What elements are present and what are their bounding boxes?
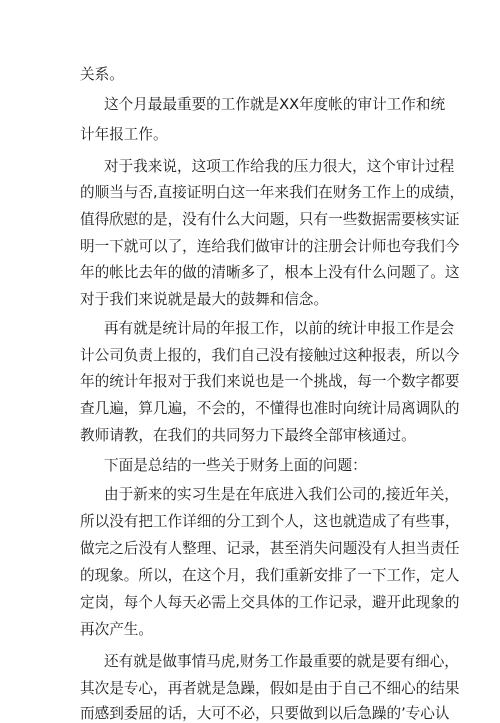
text-line: 计年报工作。 [80,126,168,143]
text-line: 其次是专心，再者就是急躁，假如是由于自己不细心的结果 [80,680,460,697]
text-line: 由于新来的实习生是在年底进入我们公司的,接近年关， [104,486,459,503]
text-line: 关系。 [80,66,124,83]
text-line: 做完之后没有人整理、记录，甚至消失问题没有人担当责任 [80,540,460,557]
text-line: 年的帐比去年的做的清晰多了，根本上没有什么问题了。这 [80,264,460,281]
text-line: 查几遍，算几遍，不会的，不懂得也准时向统计局离调队的 [80,400,460,417]
text-line: 再次产生。 [80,621,153,638]
text-line: 对于我们来说就是最大的鼓舞和信念。 [80,291,329,308]
text-line: 教师请教，在我们的共同努力下最终全部审核通过。 [80,427,416,444]
text-line: 定岗，每个人每天必需上交具体的工作记录，避开此现象的 [80,594,460,611]
text-line: 再有就是统计局的年报工作，以前的统计申报工作是会 [104,320,455,337]
text-line: 下面是总结的一些关于财务上面的问题： [104,457,367,474]
text-line: 这个月最最重要的工作就是XX年度帐的审计工作和统 [104,96,446,113]
text-line: 对于我来说，这项工作给我的压力很大，这个审计过程 [104,158,455,175]
text-line: 值得欣慰的是，没有什么大问题，只有一些数据需要核实证 [80,211,460,228]
text-line: 年的统计年报对于我们来说也是一个挑战，每一个数字都要 [80,373,460,390]
text-line: 明一下就可以了，连给我们做审计的注册会计师也夸我们今 [80,238,460,255]
text-line: 的顺当与否,直接证明白这一年来我们在财务工作上的成绩， [80,184,465,201]
text-line: 还有就是做事情马虎,财务工作最重要的就是要有细心， [104,653,459,670]
text-line: 所以没有把工作详细的分工到个人，这也就造成了有些事， [80,513,460,530]
text-line: 的现象。所以，在这个月，我们重新安排了一下工作，定人 [80,567,460,584]
text-line: 计公司负责上报的，我们自己没有接触过这种报表，所以今 [80,347,460,364]
text-line: 而感到委屈的话，大可不必，只要做到以后急躁的’专心认 [80,705,450,722]
